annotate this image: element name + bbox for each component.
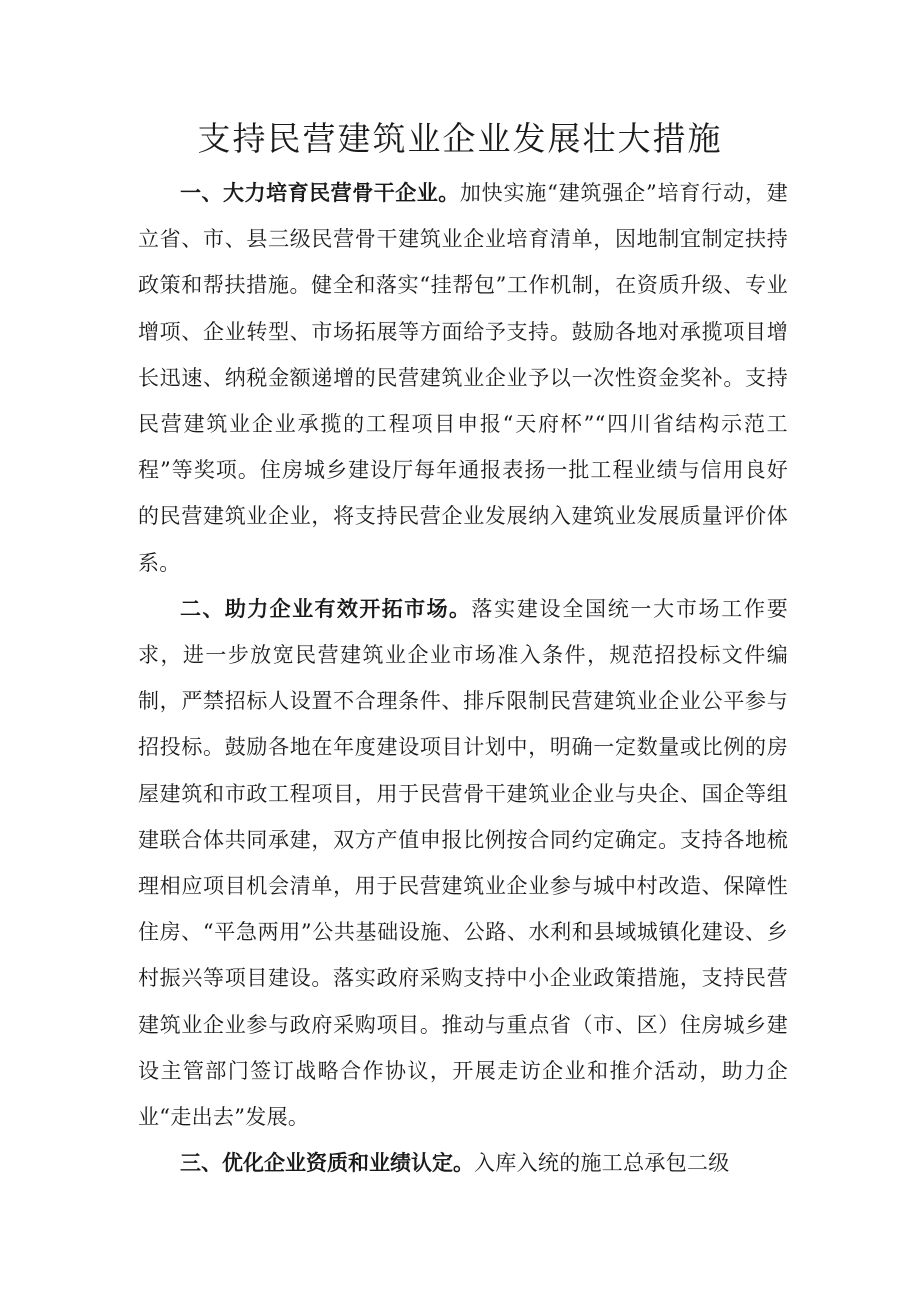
section-paragraph-3 xyxy=(138,1140,788,1186)
section-heading-2: 二、助力企业有效开拓市场。 xyxy=(180,596,472,621)
section-heading-3: 三、优化企业资质和业绩认定。 xyxy=(180,1151,474,1176)
section-heading-1: 一、大力培育民营骨干企业。 xyxy=(180,181,460,205)
document-title: 支持民营建筑业企业发展壮大措施 xyxy=(197,119,723,158)
section-text-3: 入库入统的施工总承包二级 xyxy=(474,1151,730,1176)
section-text-1: 加快实施“建筑强企”培育行动，建立省、市、县三级民营骨干建筑业企业培育清单，因地制宜制定扶持政策和帮扶措施。健全和落实“挂帮包”工作机制，在资质升级、专业增项、企业转型、市场拓展等方面给予支持。鼓励各地对承揽项目增长迅速、纳税金额递增的民营建筑业企业予以一次性资金奖补。支持民营建筑业企业承揽的工程项目申报“天府杯”“四川省结构示范工程”等奖项。住房城乡建设厅每年通报表扬一批工程业绩与信用良好的民营建筑业企业，将支持民营企业发展纳入建筑业发展质量评价体系。 xyxy=(138,181,788,575)
document-body xyxy=(138,170,788,1186)
section-text-2: 落实建设全国统一大市场工作要求，进一步放宽民营建筑业企业市场准入条件，规范招投标文件编制，严禁招标人设置不合理条件、排斥限制民营建筑业企业公平参与招投标。鼓励各地在年度建设项目计划中，明确一定数量或比例的房屋建筑和市政工程项目，用于民营骨干建筑业企业与央企、国企等组建联合体共同承建，双方产值申报比例按合同约定确定。支持各地梳理相应项目机会清单，用于民营建筑业企业参与城中村改造、保障性住房、“平急两用”公共基础设施、公路、水利和县域城镇化建设、乡村振兴等项目建设。落实政府采购支持中小企业政策措施，支持民营建筑业企业参与政府采购项目。推动与重点省（市、区）住房城乡建设主管部门签订战略合作协议，开展走访企业和推介活动，助力企业“走出去”发展。 xyxy=(138,596,789,1130)
section-paragraph-2 xyxy=(138,586,788,1140)
section-paragraph-1 xyxy=(138,170,788,586)
